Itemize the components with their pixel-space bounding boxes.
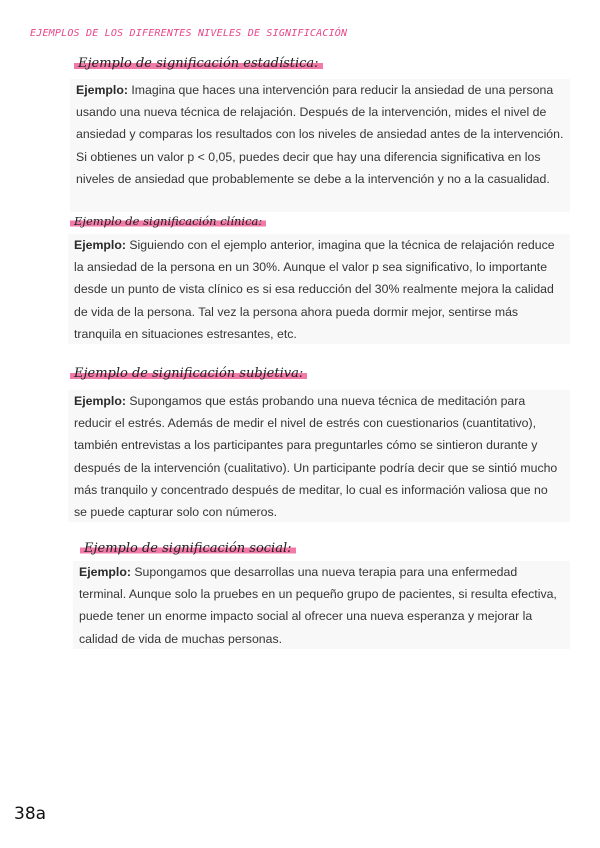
heading-statistical-significance: Ejemplo de significación estadística:	[74, 56, 323, 71]
example-block-statistical	[70, 79, 570, 212]
page-title: EJEMPLOS DE LOS DIFERENTES NIVELES DE SIGNIFICACIÓN	[30, 28, 348, 39]
example-block-subjective	[68, 390, 570, 522]
example-text: Supongamos que desarrollas una nueva terapia para una enfermedad terminal. Aunque solo la pruebes en un pequeño grupo de pacientes, si resulta efectiva, puede tener un enorme impacto social al ofrecer una nueva esperanza y mejorar la calidad de vida de muchas personas.	[79, 565, 557, 646]
example-label: Ejemplo:	[74, 394, 126, 408]
example-text: Imagina que haces una intervención para reducir la ansiedad de una persona usando una nueva técnica de relajación. Después de la intervención, mides el nivel de ansiedad y comparas los resultados con los niveles de ansiedad antes de la intervención. Si obtienes un valor p < 0,05, puedes decir que hay una diferencia significativa en los niveles de ansiedad que probablemente se debe a la intervención y no a la casualidad.	[76, 83, 564, 186]
heading-social-significance: Ejemplo de significación social:	[80, 541, 296, 556]
example-text: Supongamos que estás probando una nueva técnica de meditación para reducir el estrés. Además de medir el nivel de estrés con cuestionarios (cuantitativo), también entrevistas a los participantes para preguntarles cómo se sintieron durante y después de la intervención (cualitativo). Un participante podría decir que se sintió mucho más tranquilo y concentrado después de meditar, lo cual es información valiosa que no se puede capturar solo con números.	[74, 394, 558, 520]
example-block-social	[73, 561, 570, 649]
example-label: Ejemplo:	[76, 83, 128, 97]
heading-clinical-significance: Ejemplo de significación clínica:	[70, 214, 266, 229]
example-label: Ejemplo:	[74, 238, 126, 252]
example-block-clinical	[68, 234, 570, 344]
example-label: Ejemplo:	[79, 565, 131, 579]
example-text: Siguiendo con el ejemplo anterior, imagina que la técnica de relajación reduce la ansiedad de la persona en un 30%. Aunque el valor p sea significativo, lo importante desde un punto de vista clínico es si esa reducción del 30% realmente mejora la calidad de vida de la persona. Tal vez la persona ahora pueda dormir mejor, sentirse más tranquila en situaciones estresantes, etc.	[74, 238, 555, 341]
heading-subjective-significance: Ejemplo de significación subjetiva:	[70, 366, 307, 381]
page-number: 38a	[14, 804, 47, 824]
